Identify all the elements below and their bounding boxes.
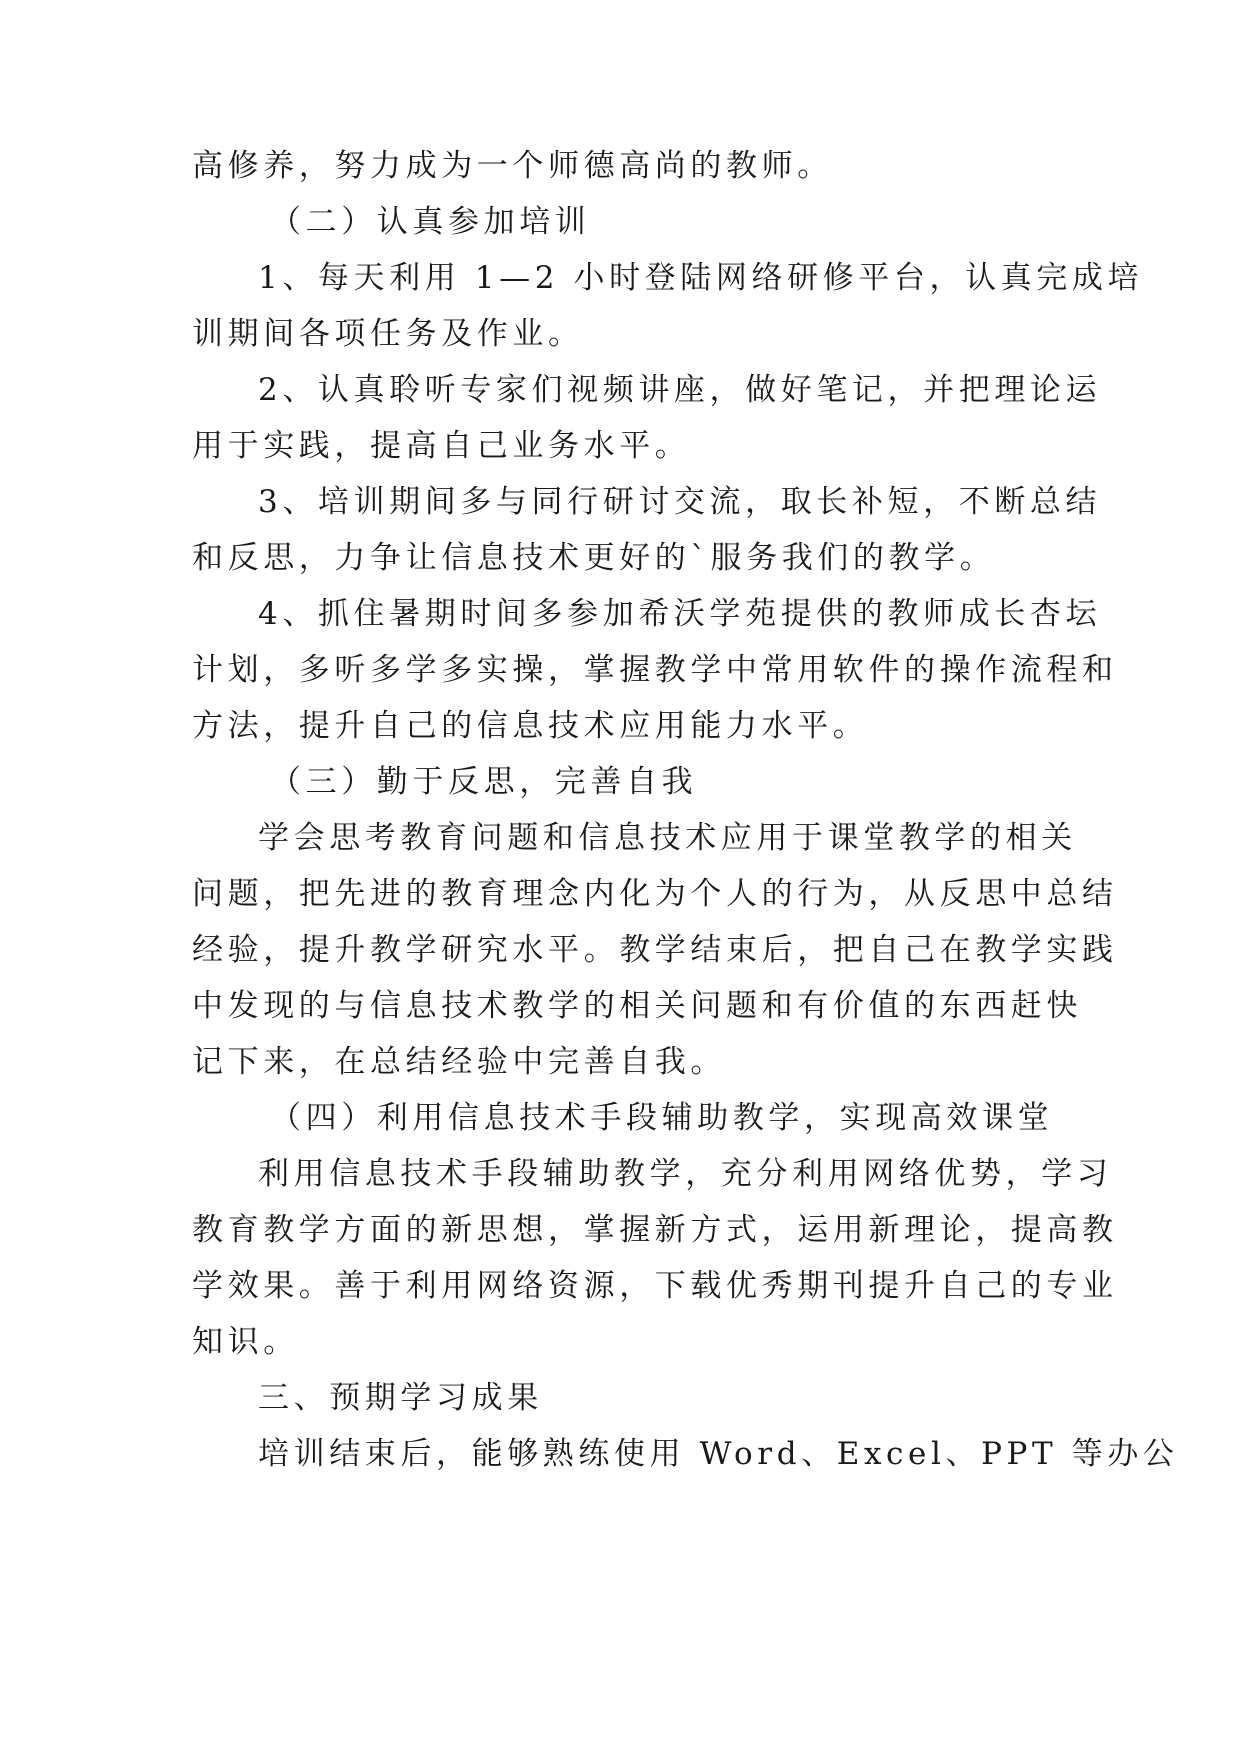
text-line: 计划，多听多学多实操，掌握教学中常用软件的操作流程和 xyxy=(192,652,1118,688)
text-line: 学效果。善于利用网络资源，下载优秀期刊提升自己的专业 xyxy=(192,1268,1118,1304)
section-heading: （四）利用信息技术手段辅助教学，实现高效课堂 xyxy=(270,1100,1054,1136)
text-line: 学会思考教育问题和信息技术应用于课堂教学的相关 xyxy=(258,820,1077,856)
text-line: 3、培训期间多与同行研讨交流，取长补短，不断总结 xyxy=(258,484,1102,520)
text-line: 用于实践，提高自己业务水平。 xyxy=(192,428,691,464)
text-line: 和反思，力争让信息技术更好的`服务我们的教学。 xyxy=(192,540,996,576)
section-heading: 三、预期学习成果 xyxy=(258,1380,543,1416)
text-line: 问题，把先进的教育理念内化为个人的行为，从反思中总结 xyxy=(192,876,1118,912)
text-line: 2、认真聆听专家们视频讲座，做好笔记，并把理论运 xyxy=(258,372,1102,408)
text-line: 训期间各项任务及作业。 xyxy=(192,316,584,352)
text-line: 高修养，努力成为一个师德高尚的教师。 xyxy=(192,148,833,184)
text-line: 1、每天利用 1—2 小时登陆网络研修平台，认真完成培 xyxy=(258,260,1144,296)
text-line: 方法，提升自己的信息技术应用能力水平。 xyxy=(192,708,869,744)
section-heading: （二）认真参加培训 xyxy=(270,204,591,240)
text-line: 记下来，在总结经验中完善自我。 xyxy=(192,1044,726,1080)
text-line: 培训结束后，能够熟练使用 Word、Excel、PPT 等办公 xyxy=(258,1436,1179,1472)
text-line: 经验，提升教学研究水平。教学结束后，把自己在教学实践 xyxy=(192,932,1118,968)
text-line: 中发现的与信息技术教学的相关问题和有价值的东西赶快 xyxy=(192,988,1082,1024)
section-heading: （三）勤于反思，完善自我 xyxy=(270,764,698,800)
text-line: 知识。 xyxy=(192,1324,299,1360)
text-line: 教育教学方面的新思想，掌握新方式，运用新理论，提高教 xyxy=(192,1212,1118,1248)
text-line: 利用信息技术手段辅助教学，充分利用网络优势，学习 xyxy=(258,1156,1113,1192)
text-line: 4、抓住暑期时间多参加希沃学苑提供的教师成长杏坛 xyxy=(258,596,1102,632)
